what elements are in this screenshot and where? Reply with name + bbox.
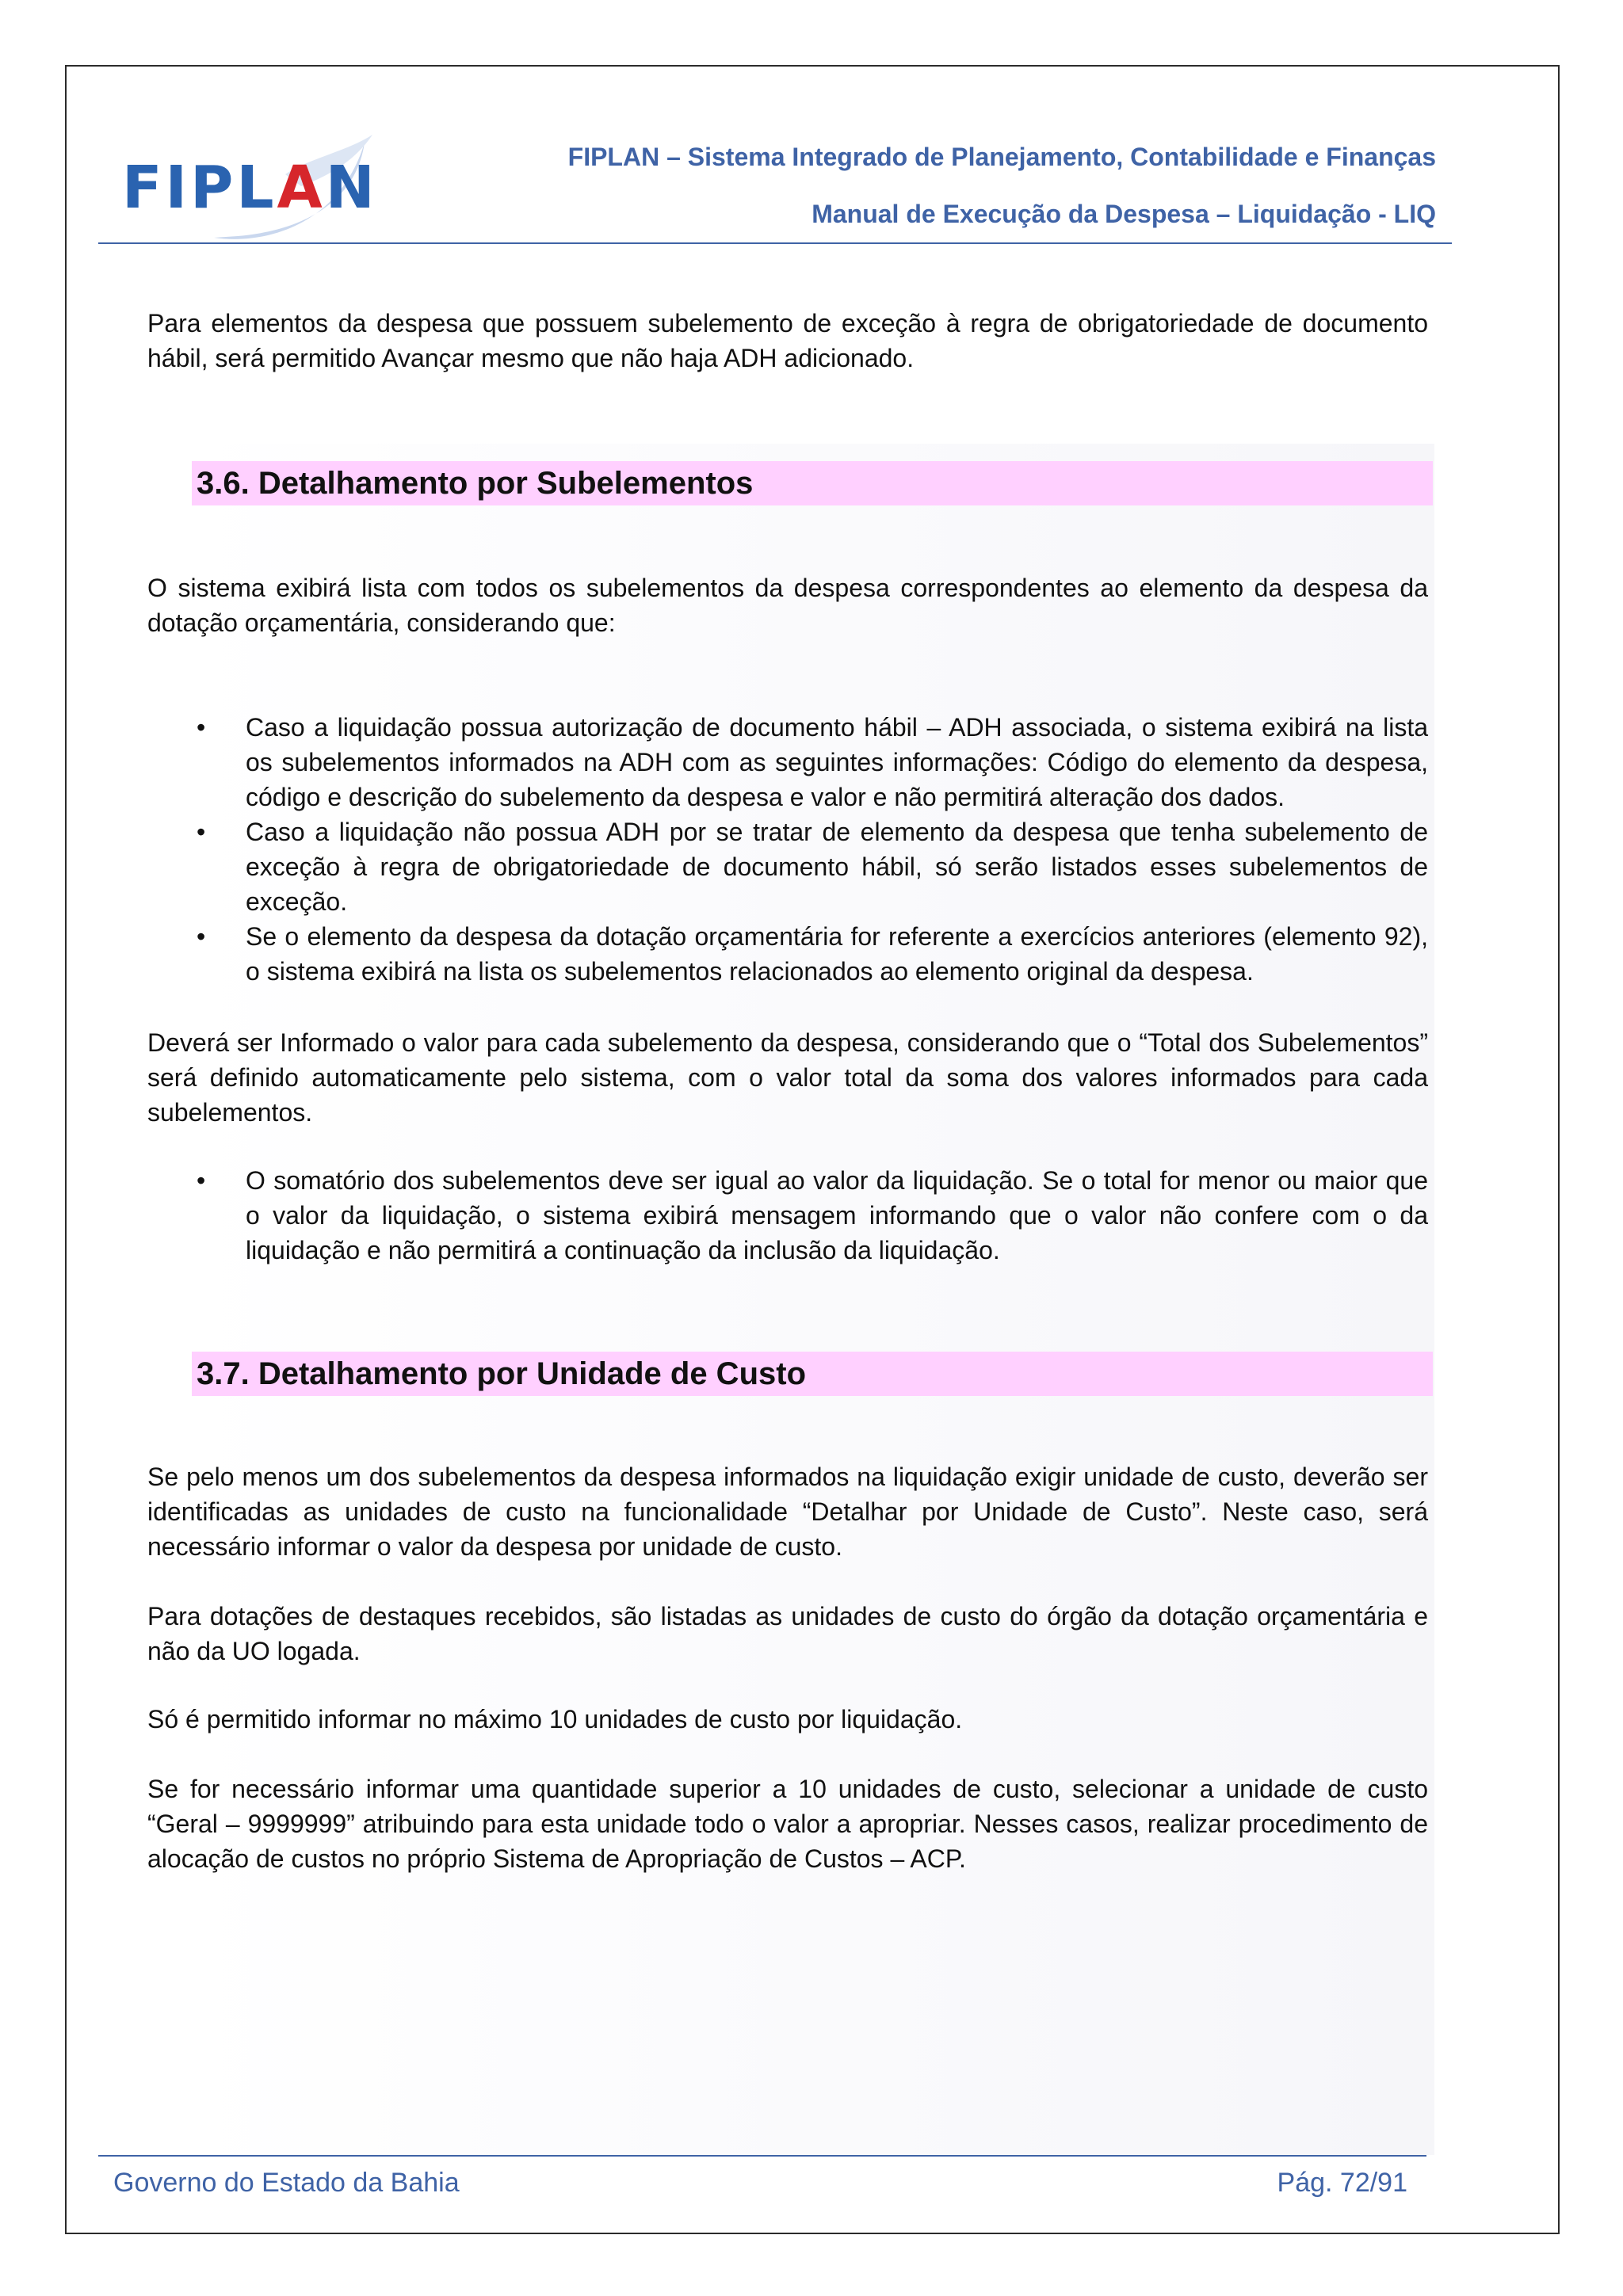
section-heading-3-6-text: 3.6. Detalhamento por Subelementos <box>197 466 754 501</box>
section-heading-3-7 <box>192 1352 1433 1396</box>
fiplan-logo <box>119 127 380 246</box>
section-3-6-paragraph-2: Deverá ser Informado o valor para cada subelemento da despesa, considerando que o “Total dos Subelementos” será definido automaticamente pelo sistema, com o valor total da soma dos valores informados para cada subelementos. <box>147 1028 1428 1127</box>
footer-organization: Governo do Estado da Bahia <box>113 2168 460 2198</box>
list-item: • Caso a liquidação possua autorização de documento hábil – ADH associada, o sistema exibirá na lista os subelementos informados na ADH com as seguintes informações: Código do elemento da despesa, código e descrição do subelemento da despesa e valor e não permitirá alteração dos dados. <box>147 710 1428 814</box>
list-item: • Se o elemento da despesa da dotação orçamentária for referente a exercícios anteriores (elemento 92), o sistema exibirá na lista os subelementos relacionados ao elemento original da despesa. <box>147 919 1428 989</box>
section-3-6-bullet-list-2 <box>147 1163 1428 1268</box>
section-3-7-paragraph: Só é permitido informar no máximo 10 unidades de custo por liquidação. <box>147 1705 963 1733</box>
section-3-7-paragraph: Para dotações de destaques recebidos, são listadas as unidades de custo do órgão da dotação orçamentária e não da UO logada. <box>147 1602 1428 1665</box>
section-3-6-paragraph: O sistema exibirá lista com todos os subelementos da despesa correspondentes ao elemento da despesa da dotação orçamentária, considerando que: <box>147 574 1428 637</box>
section-3-7-paragraph: Se pelo menos um dos subelementos da despesa informados na liquidação exigir unidade de custo, deverão ser identificadas as unidades de custo na funcionalidade “Detalhar por Unidade de Custo”. Neste caso, será necessário informar o valor da despesa por unidade de custo. <box>147 1463 1428 1561</box>
page-number: Pág. 72/91 <box>1277 2168 1407 2198</box>
header-subtitle: Manual de Execução da Despesa – Liquidação - LIQ <box>812 200 1436 228</box>
content-background <box>190 444 1434 2155</box>
section-heading-3-7-text: 3.7. Detalhamento por Unidade de Custo <box>197 1356 807 1391</box>
section-3-6-bullet-list <box>147 710 1428 989</box>
header-title: FIPLAN – Sistema Integrado de Planejamento, Contabilidade e Finanças <box>567 143 1436 171</box>
section-heading-3-6 <box>192 461 1433 505</box>
section-3-7-paragraph: Se for necessário informar uma quantidade superior a 10 unidades de custo, selecionar a unidade de custo “Geral – 9999999” atribuindo para esta unidade todo o valor a apropriar. Nesses casos, realizar procedimento de alocação de custos no próprio Sistema de Apropriação de Custos – ACP. <box>147 1775 1428 1873</box>
intro-paragraph: Para elementos da despesa que possuem subelemento de exceção à regra de obrigatoriedade de documento hábil, será permitido Avançar mesmo que não haja ADH adicionado. <box>147 309 1428 372</box>
list-item: • Caso a liquidação não possua ADH por se tratar de elemento da despesa que tenha subelemento de exceção à regra de obrigatoriedade de documento hábil, só serão listados esses subelementos de exceção. <box>147 814 1428 919</box>
logo-wordmark: FIPLAN <box>122 154 378 222</box>
footer-divider <box>98 2155 1426 2157</box>
list-item: • O somatório dos subelementos deve ser igual ao valor da liquidação. Se o total for menor ou maior que o valor da liquidação, o sistema exibirá mensagem informando que o valor não confere com o da liquidação e não permitirá a continuação da inclusão da liquidação. <box>147 1163 1428 1268</box>
header-divider <box>98 242 1452 244</box>
